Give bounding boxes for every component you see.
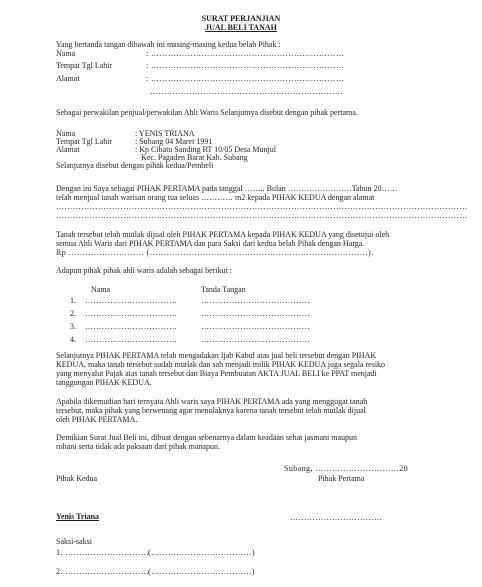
witness-name: 2. …………………………	[56, 567, 150, 576]
party2-birth-value: : Subang 04 Maret 1991	[135, 137, 213, 146]
para1-line1: Dengan ini Saya sebagai PIHAK PERTAMA pada tanggal …….. Bulan ……………………Tahun 20……	[56, 184, 398, 193]
party1-address-blank-2: ……………………………………………………………	[150, 87, 344, 96]
witness-label: Saksi-saksi	[56, 537, 92, 546]
para3-line4: tanggungan PIHAK KEDUA.	[56, 378, 152, 387]
heir-sign-blank: …………………………………	[201, 322, 311, 331]
intro-text: Yang bertanda tangan dibawah ini masing-masing kedua belah Pihak :	[56, 40, 281, 49]
sign-right-blank: ……………………………	[290, 513, 383, 522]
party1-address-blank: : ……………………………………………………………	[146, 74, 345, 83]
heir-sign-blank: …………………………………	[201, 335, 311, 344]
party1-closing: Sebagai perwakilan penjual/perwakilan Ahli Waris Selanjutnya disebut dengan pihak pertama.	[56, 108, 358, 117]
party1-birth-label: Tempat Tgl Lahir	[56, 61, 113, 70]
heirs-col-sign: Tanda Tangan	[201, 285, 246, 294]
heir-number: 2.	[70, 309, 76, 318]
heir-number: 4.	[70, 335, 76, 344]
party2-address-value-2: Kec. Pagaden Barat Kab. Subang	[141, 153, 248, 162]
heir-name-blank: ……………………………	[85, 296, 178, 305]
para1-line3: …………………………………………………………………………………………………………………………………	[56, 202, 468, 211]
place-date: Subang, …………………………20	[284, 464, 408, 473]
heirs-intro: Adapun pihak pihak ahli waris adalah sebagai berikut :	[56, 266, 232, 275]
heir-name-blank: ……………………………	[85, 309, 178, 318]
party2-name-value: : YENIS TRIANA	[135, 129, 195, 138]
para3-line2: KEDUA, maka tanah tersebut sudah mutlak dan sah menjadi milik PIHAK KEDUA juga segala resiko	[56, 360, 386, 369]
document-title: SURAT PERJANJIAN	[201, 14, 281, 23]
party2-closing: Selanjutnya disebut dengan pihak kedua/Pembeli	[56, 161, 214, 170]
para3-line3: yang menyalut Pajak atas tanah tersebut dan Biaya Pembuatan AKTA JUAL BELI ke PPAT menjadi	[56, 369, 377, 378]
witness-sign: (………………………………)	[148, 567, 255, 576]
para4-line2: tersebut, maka pihak yang berwenang agar menolaknya karena tanah tersebut telah mutlak dijual	[56, 406, 366, 415]
para2-line3: Rp ……………………… (……………………………………………………………………).	[56, 248, 374, 257]
para1-line2: telah menjual tanah warisan orang tua seluas ………… m2 kepada PIHAK KEDUA dengan alamat	[56, 193, 375, 202]
heir-number: 3.	[70, 322, 76, 331]
party2-address-label: Alamat	[56, 145, 80, 154]
para5-line1: Demikian Surat Jual Beli ini, dibuat dengan sebenarnya dalam keadaan sehat jasmani maupun	[56, 433, 358, 442]
heir-sign-blank: …………………………………	[201, 309, 311, 318]
party2-birth-label: Tempat Tgl Lahir	[56, 137, 113, 146]
party1-name-label: Nama	[56, 49, 76, 58]
heir-sign-blank: …………………………………	[201, 296, 311, 305]
party2-name-label: Nama	[56, 129, 76, 138]
heir-name-blank: ……………………………	[85, 335, 178, 344]
party1-birth-blank: : ……………………………………………………………	[146, 61, 345, 70]
sign-left-label: Pihak Kedua	[56, 474, 98, 483]
witness-name: 1. …………………………	[56, 548, 150, 557]
party1-address-label: Alamat	[56, 74, 80, 83]
para4-line1: Apabila dikemudian hari ternyata Ahli waris saya PIHAK PERTAMA ada yang menggugat tanah	[56, 397, 368, 406]
para2-line1: Tanah tersebut telah mutlak dijual oleh PIHAK PERTAMA kepada PIHAK KEDUA yang disetujui oleh	[56, 230, 390, 239]
party1-name-blank: : ……………………………………………………………	[146, 49, 345, 58]
para2-line2: semua Ahli Waris dari PIHAK PERTAMA dan para Saksi dari kedua belah Pihak dengan Harga.	[56, 239, 365, 248]
witness-sign: (………………………………)	[148, 548, 255, 557]
heir-number: 1.	[70, 296, 76, 305]
heirs-col-name: Nama	[91, 285, 111, 294]
para5-line2: rohani serta tidak ada paksaan dari pihak manapun.	[56, 442, 220, 451]
sign-right-label: Pihak Pertama	[318, 474, 365, 483]
para4-line3: oleh PIHAK PERTAMA.	[56, 415, 138, 424]
heir-name-blank: ……………………………	[85, 322, 178, 331]
para3-line1: Selanjutnya PIHAK PERTAMA telah mengadakan Ijab Kabul atas jual beli tersebut dengan PIHAK	[56, 351, 377, 360]
sign-left-name: Yenis Triana	[56, 512, 100, 521]
document-subtitle: JUAL BELI TANAH	[205, 23, 277, 32]
para1-line4: …………………………………………………………………………………………………………………………………	[56, 211, 468, 220]
party2-address-value: : Kp Cibatu Sanding RT 10/05 Desa Munjul	[135, 145, 276, 154]
